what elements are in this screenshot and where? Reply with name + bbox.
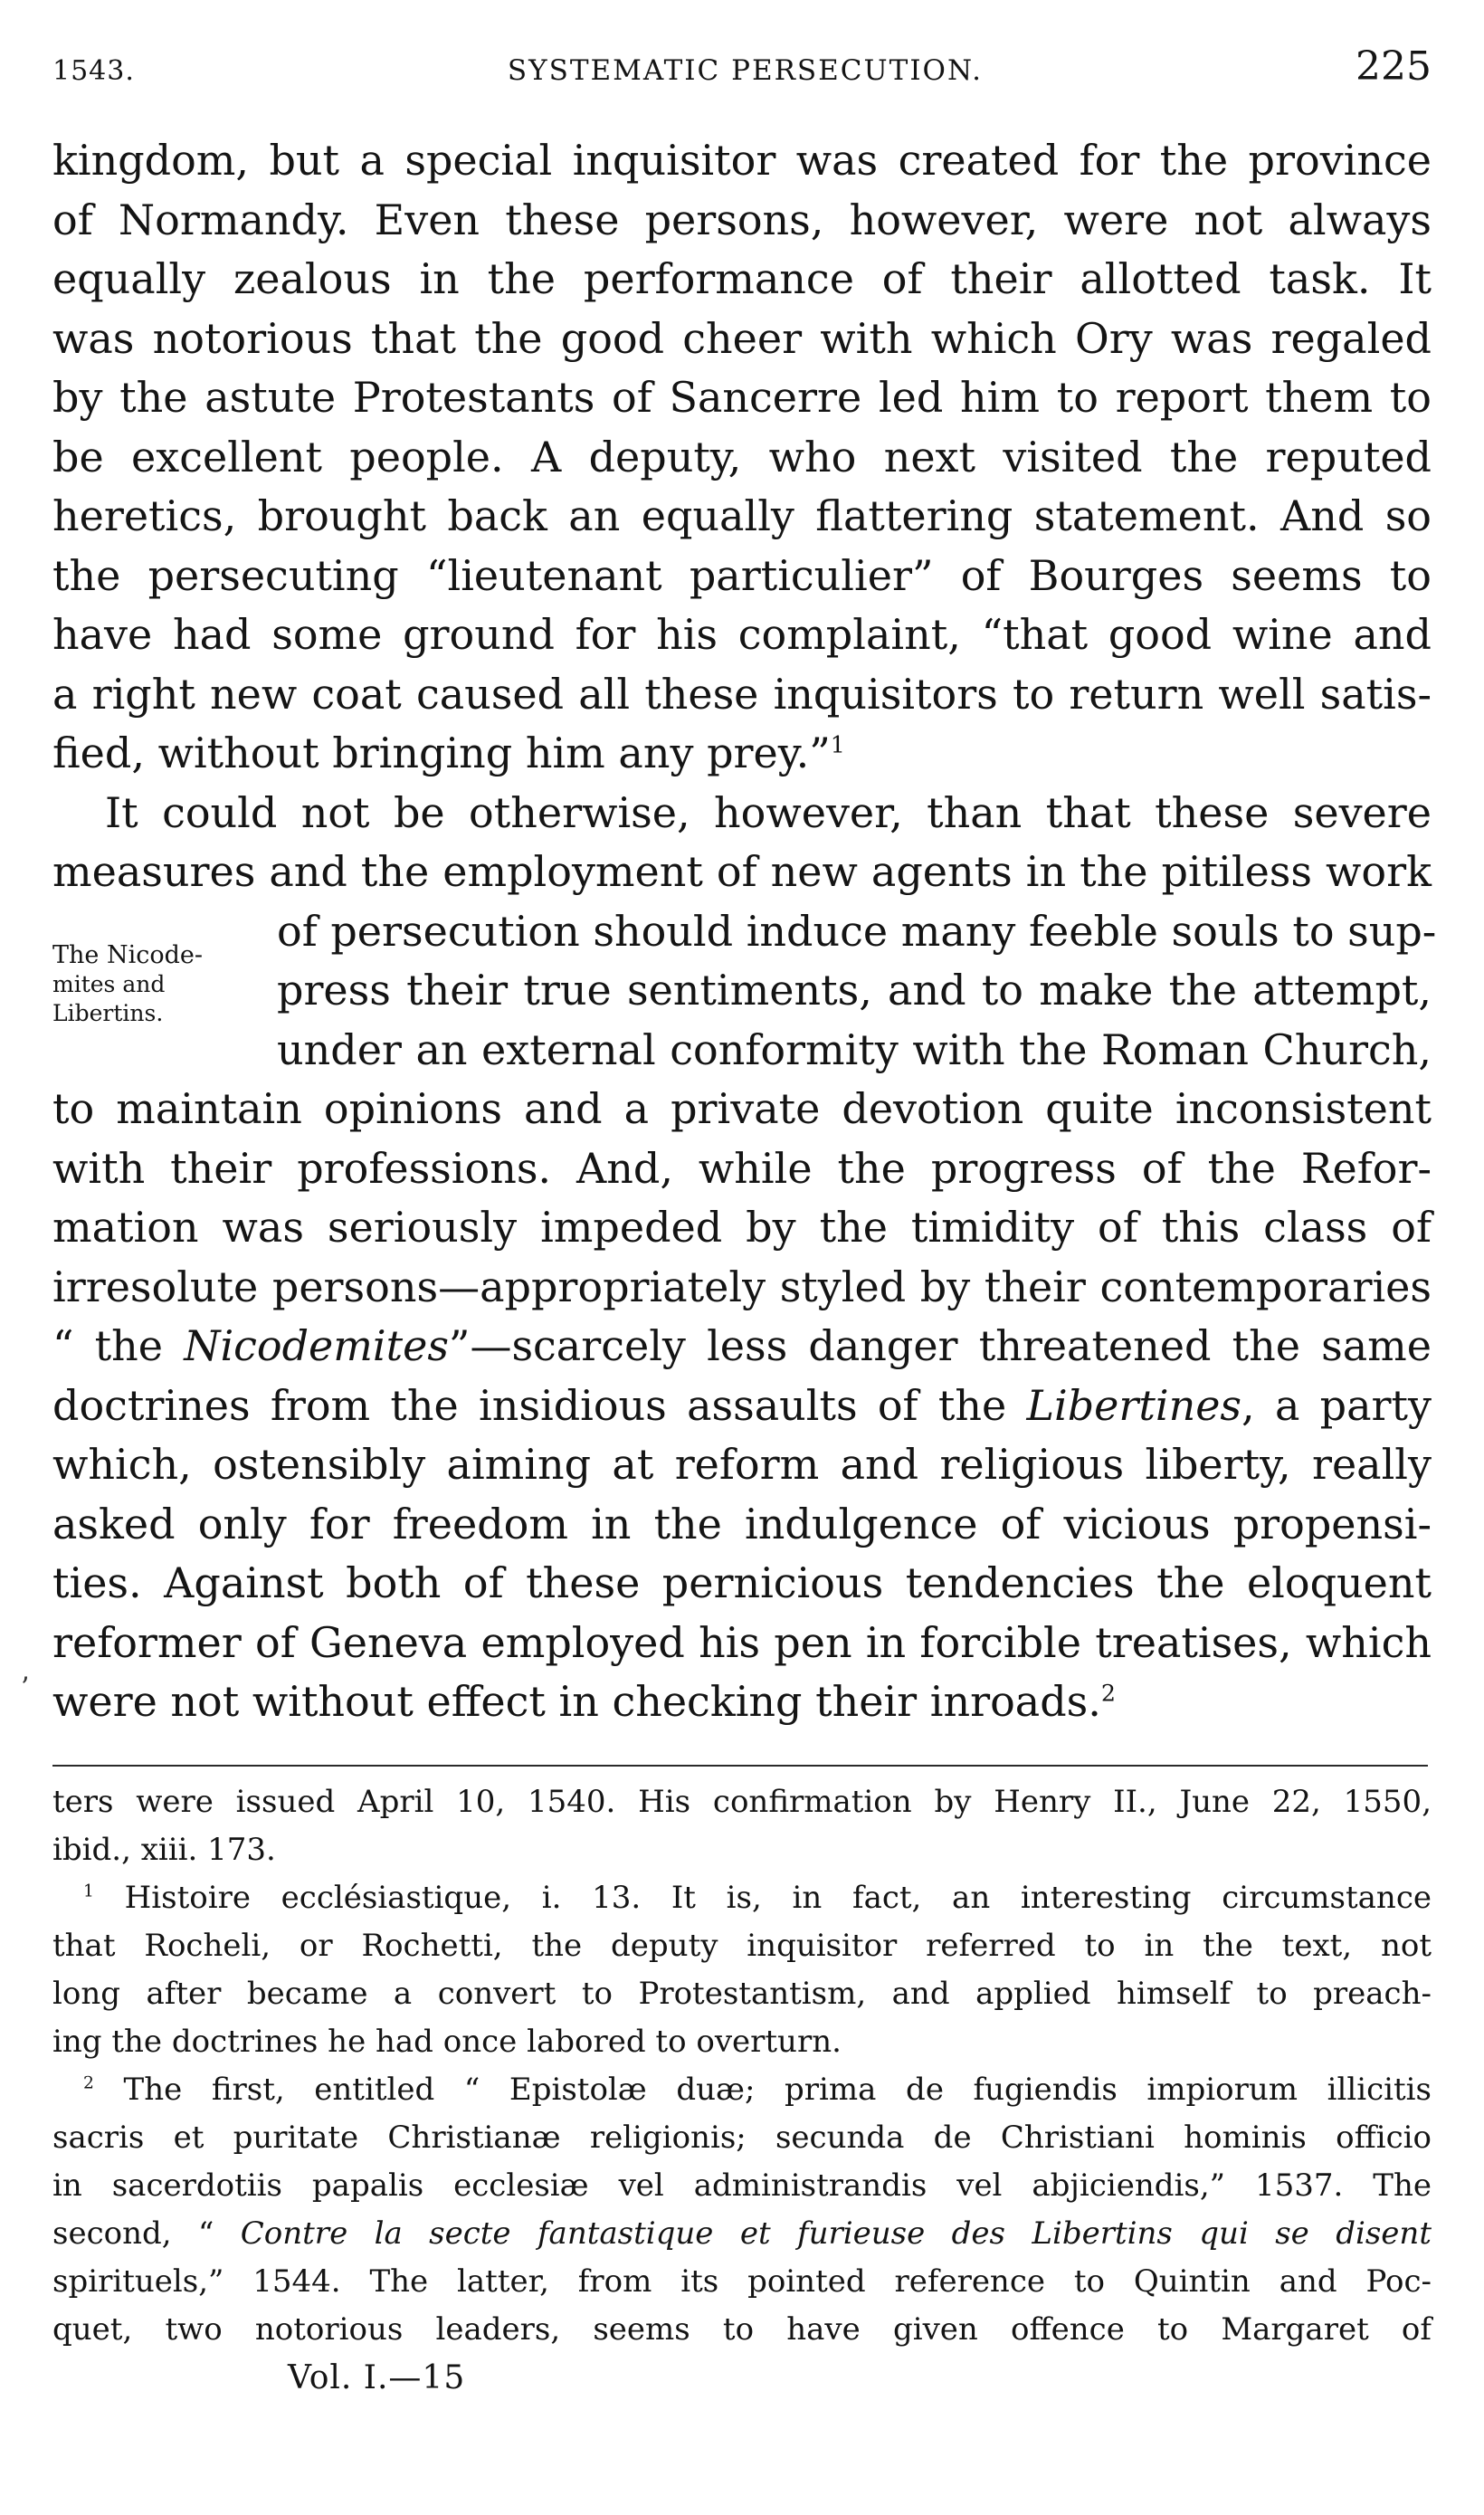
page-number: 225 — [1356, 43, 1432, 90]
header-title: SYSTEMATIC PERSECUTION. — [507, 54, 983, 87]
text-line — [52, 1377, 1432, 1436]
text-line: kingdom, but a special inquisitor was created for the province — [52, 136, 1432, 185]
italic-term-libertines: Libertines — [1026, 1380, 1242, 1430]
footnote-ref-2: 2 — [1100, 1680, 1116, 1707]
footnote-marker-1: 1 — [83, 1881, 94, 1901]
main-text — [52, 131, 1437, 1732]
text-line: mation was seriously impeded by the timidity of this class of — [52, 1203, 1432, 1252]
italic-term-nicodemites: Nicodemites — [184, 1321, 449, 1370]
text-fragment: , a party — [1241, 1380, 1432, 1430]
stray-ink-mark: ʼ — [20, 1672, 29, 1704]
text-line: which, ostensibly aiming at reform and religious liberty, really — [52, 1440, 1432, 1489]
footnote-line: spirituels,” 1544. The latter, from its pointed reference to Quintin and Poc- — [52, 2263, 1432, 2300]
signature-mark: Vol. I.—15 — [288, 2359, 466, 2396]
text-line: It could not be otherwise, however, than that these severe — [105, 787, 1432, 837]
text-line: was notorious that the good cheer with which Ory was regaled — [52, 313, 1432, 363]
margin-note-line: mites and — [52, 971, 166, 997]
footnote-marker-2: 2 — [83, 2073, 94, 2093]
footnote-line — [52, 2210, 1432, 2258]
text-line — [52, 724, 1432, 784]
margin-note-line: The Nicode- — [52, 941, 203, 969]
text-line: asked only for freedom in the indulgence of vicious propensi- — [52, 1499, 1432, 1548]
footnote-line — [52, 2066, 1432, 2114]
footnote-line: quet, two notorious leaders, seems to have given offence to Margaret of — [52, 2311, 1432, 2348]
text-line: have had some ground for his complaint, “that good wine and — [52, 610, 1432, 659]
footnote-line — [52, 1874, 1432, 1922]
text-line: under an external conformity with the Roman Church, — [277, 1024, 1432, 1074]
text-line: ties. Against both of these pernicious tendencies the eloquent — [52, 1558, 1432, 1607]
text-line: reformer of Geneva employed his pen in forcible treatises, which — [52, 1617, 1432, 1667]
footnote-line: ters were issued April 10, 1540. His confirmation by Henry II., June 22, 1550, — [52, 1784, 1432, 1820]
footnote-line: ibid., xiii. 173. — [52, 1832, 276, 1868]
text-fragment: were not without effect in checking their inroads. — [52, 1677, 1101, 1726]
margin-note — [52, 941, 243, 1028]
text-line — [52, 1317, 1432, 1377]
text-fragment: The first, entitled “ Epistolæ duæ; prima de fugiendis impiorum illicitis — [123, 2072, 1432, 2108]
text-fragment: fied, without bringing him any prey.” — [52, 729, 831, 777]
text-line: press their true sentiments, and to make the attempt, — [277, 966, 1432, 1015]
margin-note-line: Libertins. — [52, 1000, 164, 1026]
text-line: the persecuting “lieutenant particulier” of Bourges seems to — [52, 550, 1432, 600]
footnote-line: long after became a convert to Protestantism, and applied himself to preach- — [52, 1976, 1432, 2012]
text-fragment: second, “ — [52, 2215, 241, 2252]
running-header — [52, 43, 1432, 98]
footnote-divider — [52, 1765, 1428, 1767]
footnote-line: that Rocheli, or Rochetti, the deputy inquisitor referred to in the text, not — [52, 1928, 1432, 1964]
text-line: a right new coat caused all these inquisitors to return well satis- — [52, 669, 1432, 719]
text-line: irresolute persons—appropriately styled by their contemporaries — [52, 1262, 1432, 1311]
text-line — [52, 1672, 1432, 1732]
text-line: be excellent people. A deputy, who next visited the reputed — [52, 432, 1432, 481]
footnote-line: ing the doctrines he had once labored to overturn. — [52, 2024, 842, 2060]
header-year: 1543. — [52, 55, 135, 87]
text-line: of Normandy. Even these persons, however, were not always — [52, 195, 1432, 244]
text-line: to maintain opinions and a private devotion quite inconsistent — [52, 1084, 1432, 1133]
text-fragment: doctrines from the insidious assaults of the — [52, 1380, 1027, 1430]
footnotes — [52, 1778, 1432, 2354]
footnote-line: sacris et puritate Christianæ religionis; secunda de Christiani hominis officio — [52, 2120, 1432, 2156]
text-line: heretics, brought back an equally flattering statement. And so — [52, 491, 1432, 540]
text-line: measures and the employment of new agents in the pitiless work — [52, 847, 1432, 896]
italic-title: Contre la secte fantastique et furieuse des Libertins qui se disent — [240, 2215, 1432, 2252]
footnote-ref-1: 1 — [830, 731, 845, 758]
text-line: equally zealous in the performance of their allotted task. It — [52, 254, 1432, 303]
text-line: by the astute Protestants of Sancerre led him to report them to — [52, 373, 1432, 422]
text-line: of persecution should induce many feeble souls to sup- — [277, 906, 1437, 956]
text-fragment: ”—scarcely less danger threatened the same — [448, 1321, 1432, 1370]
text-fragment: Histoire ecclésiastique, i. 13. It is, in fact, an interesting circumstance — [124, 1880, 1432, 1916]
text-line: with their professions. And, while the progress of the Refor- — [52, 1143, 1432, 1193]
footnote-line: in sacerdotiis papalis ecclesiæ vel administrandis vel abjiciendis,” 1537. The — [52, 2167, 1432, 2204]
text-fragment: “ the — [52, 1321, 185, 1370]
